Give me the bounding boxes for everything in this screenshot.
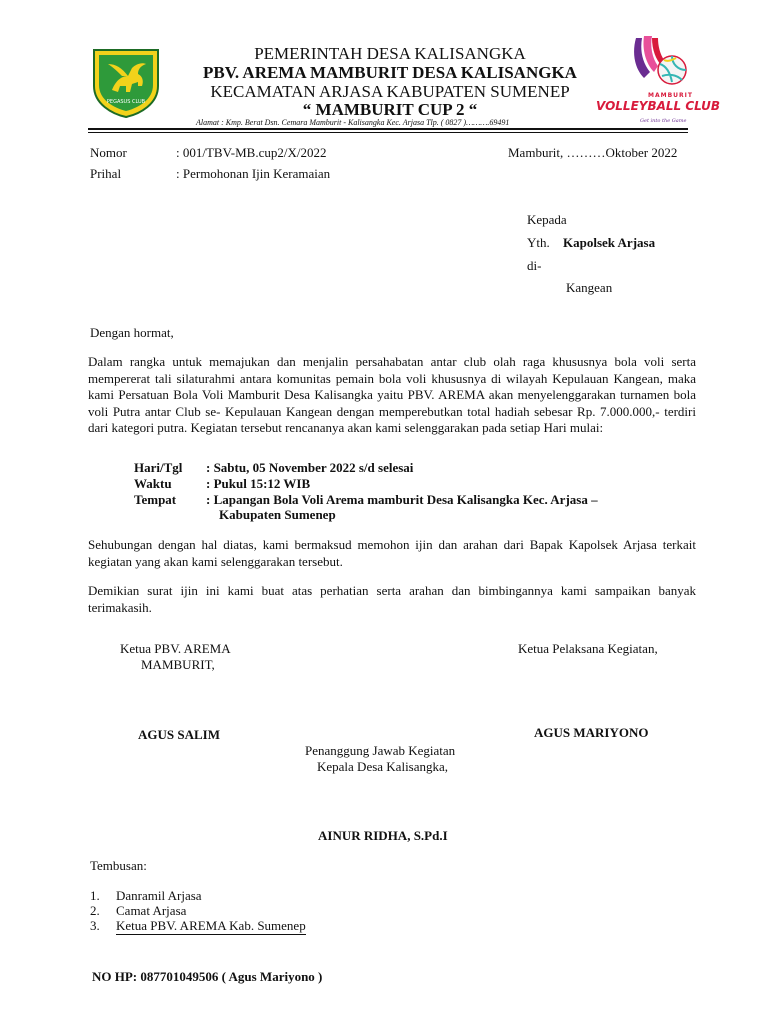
detail-value-date: : Sabtu, 05 November 2022 s/d selesai <box>206 460 414 475</box>
paragraph-request: Sehubungan dengan hal diatas, kami bermaksud memohon ijin dan arahan dari Bapak Kapolsek Arjasa terkait kegiatan yang akan kami selenggarakan tersebut. <box>88 537 696 569</box>
left-signer-title-1: Ketua PBV. AREMA <box>120 641 231 656</box>
recipient-yth: Yth. <box>527 235 550 250</box>
recipient-kepada: Kepada <box>527 212 567 227</box>
right-signer-title: Ketua Pelaksana Kegiatan, <box>518 641 658 656</box>
greeting: Dengan hormat, <box>90 325 174 340</box>
tembusan-item-1: Danramil Arjasa <box>116 888 202 903</box>
letterhead-line-1: PEMERINTAH DESA KALISANGKA <box>254 44 526 63</box>
club-logo-wordmark: VOLLEYBALL CLUB <box>596 99 721 113</box>
left-signer-name: AGUS SALIM <box>138 727 220 742</box>
prihal-value: : Permohonan Ijin Keramaian <box>176 166 331 181</box>
right-signer-name: AGUS MARIYONO <box>534 725 649 740</box>
letterhead-rule-thick <box>88 128 688 130</box>
tembusan-item-2: Camat Arjasa <box>116 903 187 918</box>
nomor-value: : 001/TBV-MB.cup2/X/2022 <box>176 145 327 160</box>
tembusan-num-2: 2. <box>90 903 100 918</box>
left-signer-title-2: MAMBURIT, <box>141 657 215 672</box>
recipient-name: Kapolsek Arjasa <box>563 235 656 250</box>
center-signer-title-2: Kepala Desa Kalisangka, <box>317 759 449 774</box>
letterhead-event-title: “ MAMBURIT CUP 2 “ <box>302 100 478 119</box>
detail-label-date: Hari/Tgl <box>134 460 183 475</box>
letterhead-rule-thin <box>88 132 688 133</box>
contact-phone: NO HP: 087701049506 ( Agus Mariyono ) <box>92 969 323 984</box>
recipient-di: di- <box>527 258 542 273</box>
tembusan-num-3: 3. <box>90 918 100 933</box>
recipient-place: Kangean <box>566 280 613 295</box>
center-signer-title-1: Penanggung Jawab Kegiatan <box>305 743 456 758</box>
tembusan-num-1: 1. <box>90 888 100 903</box>
club-logo-sub: MAMBURIT <box>648 92 693 99</box>
paragraph-intro: Dalam rangka untuk memajukan dan menjalin persahabatan antar club olah raga khususnya bola voli serta mempererat tali silaturahmi antara komunitas pemain bola voli khususnya di wilayah Kepulauan Kangean, maka kami Persatuan Bola Voli Mamburit Desa Kalisangka yaitu PBV. AREMA akan menyelenggarakan turnamen bola voli Putra antar Club se- Kepulauan Kangean dengan memperebutkan total hadiah sebesar Rp. 7.000.000,- terdiri dari kategori putra. Kegiatan tersebut rencananya akan kami selenggarakan pada setiap Hari mulai: <box>88 354 696 436</box>
village-crest-logo <box>88 46 164 118</box>
letterhead-line-3: KECAMATAN ARJASA KABUPATEN SUMENEP <box>210 82 570 101</box>
volleyball-club-logo <box>592 32 721 127</box>
letterhead-address: Alamat : Kmp. Berat Dsn. Cemara Mamburit - Kalisangka Kec. Arjasa Tlp. ( 0827 )……….69491 <box>196 118 510 127</box>
nomor-label: Nomor <box>90 145 127 160</box>
tembusan-item-3: Ketua PBV. AREMA Kab. Sumenep <box>116 918 306 933</box>
crest-caption: PEGASUS CLUB <box>106 99 146 105</box>
detail-label-place: Tempat <box>134 492 177 507</box>
club-logo-tagline: Get into the Game <box>640 118 687 124</box>
place-date: Mamburit, ………Oktober 2022 <box>508 145 678 160</box>
prihal-label: Prihal <box>90 166 122 181</box>
detail-value-time: : Pukul 15:12 WIB <box>206 476 311 491</box>
paragraph-closing: Demikian surat ijin ini kami buat atas perhatian serta arahan dan bimbingannya kami sampaikan banyak terimakasih. <box>88 583 696 615</box>
detail-value-place-cont: Kabupaten Sumenep <box>219 507 336 522</box>
detail-value-place: : Lapangan Bola Voli Arema mamburit Desa Kalisangka Kec. Arjasa – <box>206 492 598 507</box>
center-signer-name: AINUR RIDHA, S.Pd.I <box>318 828 448 843</box>
tembusan-label: Tembusan: <box>90 858 147 873</box>
detail-label-time: Waktu <box>134 476 172 491</box>
letterhead-line-2: PBV. AREMA MAMBURIT DESA KALISANGKA <box>203 63 577 82</box>
